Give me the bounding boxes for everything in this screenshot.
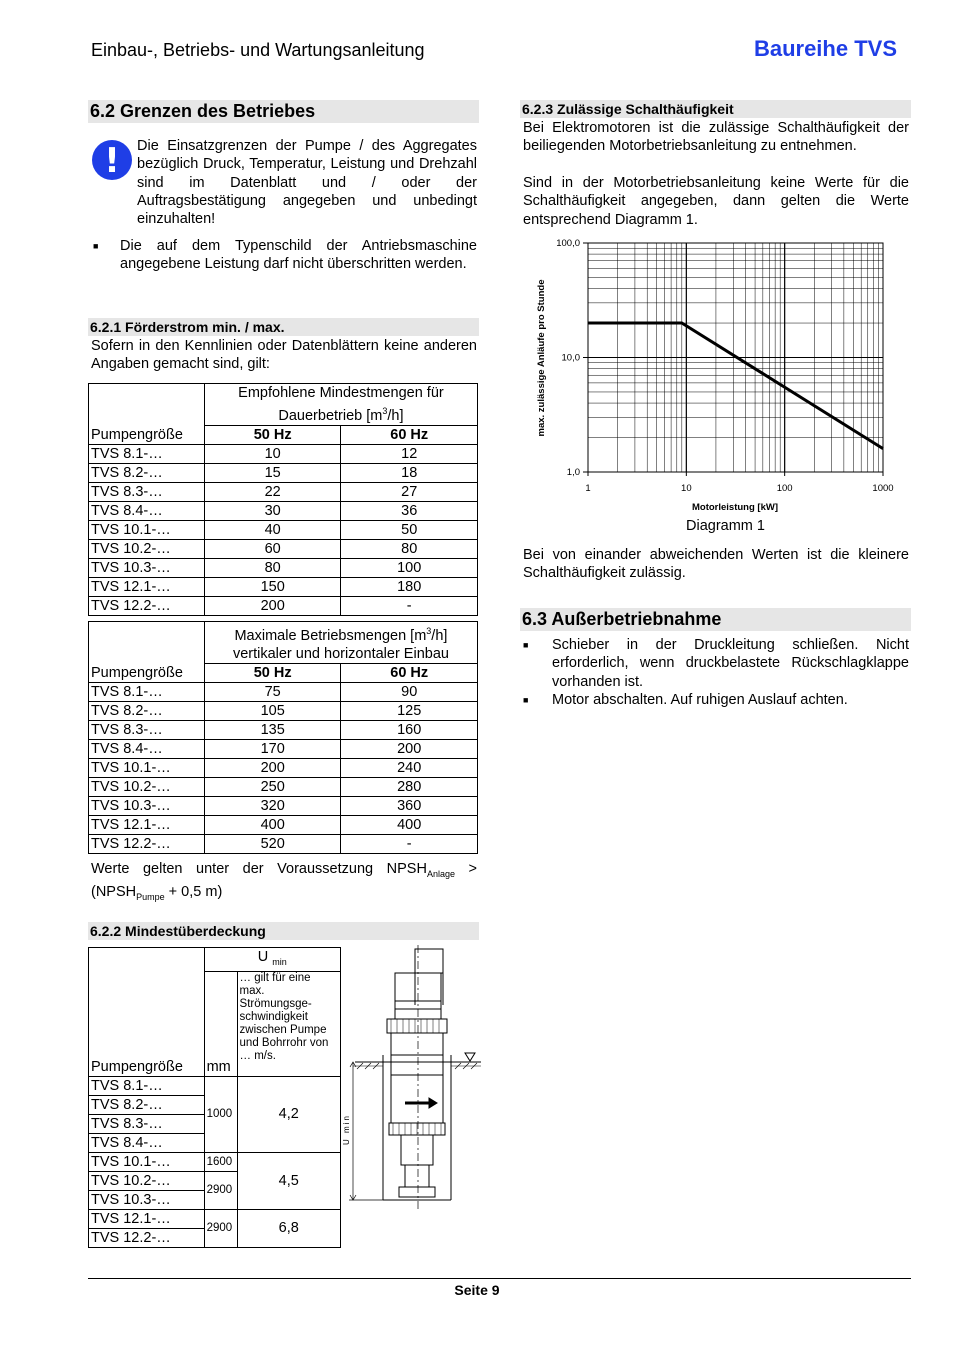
min-cover-table bbox=[88, 947, 341, 1248]
series-title: Baureihe TVS bbox=[753, 36, 897, 61]
section-heading-6-2-2: 6.2.2 Mindestüberdeckung bbox=[88, 922, 479, 940]
col-u-min: U $_{min}$ bbox=[204, 948, 340, 972]
table-row: TVS 8.4-… 170 200 bbox=[89, 739, 478, 758]
col-pump-size: Pumpengröße bbox=[89, 622, 205, 683]
table-row: TVS 12.1-… 2900 6,8 bbox=[89, 1209, 341, 1228]
flow-intro: Sofern in den Kennlinien oder Datenblättern keine anderen Angaben gemacht sind, gilt: bbox=[91, 338, 477, 373]
col-flow-speed-desc: … gilt für eine max. Strömungsge-schwindigkeit zwischen Pumpe und Bohrrohr von … m/s. bbox=[237, 971, 340, 1076]
table-row: TVS 10.3-… bbox=[89, 1190, 341, 1209]
min-flow-table bbox=[88, 383, 478, 616]
exclamation-icon: ! bbox=[92, 140, 132, 180]
table-row: TVS 10.3-… 80 100 bbox=[89, 558, 478, 577]
table-row: TVS 10.1-… 40 50 bbox=[89, 520, 478, 539]
col-50hz: 50 Hz bbox=[204, 425, 341, 444]
table-row: TVS 12.1-… 400 400 bbox=[89, 815, 478, 834]
table-row: TVS 8.3-… 135 160 bbox=[89, 720, 478, 739]
u-min-label: U min bbox=[342, 1114, 351, 1145]
y-tick-label: 1,0 bbox=[566, 467, 580, 478]
table-row: TVS 8.3-… 22 27 bbox=[89, 482, 478, 501]
bullet-item bbox=[523, 691, 909, 709]
npsh-note: Werte gelten unter der Voraussetzung $NPSH_{Anlage}$ > ($NPSH_{Pumpe} + 0,5$ m) bbox=[91, 861, 477, 903]
document-title: Einbau-, Betriebs- und Wartungsanleitung bbox=[91, 40, 425, 60]
table-row: TVS 12.2-… 520 - bbox=[89, 834, 478, 853]
table-row: TVS 8.2-… bbox=[89, 1095, 341, 1114]
table-row: TVS 10.1-… 1600 4,5 bbox=[89, 1152, 341, 1171]
col-50hz: 50 Hz bbox=[204, 663, 341, 682]
col-group-max-flow: Maximale Betriebsmengen $[m^3/h]$ vertikaler und horizontaler Einbau bbox=[204, 622, 477, 664]
bullet-square-icon: ■ bbox=[523, 695, 529, 705]
bullet-text: Die auf dem Typenschild der Antriebsmaschine angegebene Leistung darf nicht überschritten werden. bbox=[120, 238, 477, 273]
bullet-item bbox=[93, 237, 477, 274]
y-tick-label: 10,0 bbox=[561, 352, 580, 364]
bullet-item bbox=[523, 636, 909, 691]
switching-text-2: Sind in der Motorbetriebsanleitung keine Werte für die Schalthäufigkeit angegeben, dann gelten die Werte entsprechend Diagramm 1. bbox=[523, 175, 909, 228]
table-row: TVS 8.2-… 105 125 bbox=[89, 701, 478, 720]
table-row: TVS 12.2-… bbox=[89, 1228, 341, 1247]
table-row: TVS 10.2-… 60 80 bbox=[89, 539, 478, 558]
col-pump-size: Pumpengröße bbox=[89, 384, 205, 445]
table-row: TVS 8.3-… bbox=[89, 1114, 341, 1133]
table-row: TVS 10.1-… 200 240 bbox=[89, 758, 478, 777]
pump-drawing bbox=[343, 945, 485, 1215]
footer-divider bbox=[88, 1278, 911, 1279]
diagram-caption: Diagramm 1 bbox=[686, 518, 765, 534]
y-tick-label: 100,0 bbox=[556, 238, 580, 249]
page-number: Seite 9 bbox=[454, 1282, 500, 1298]
section-heading-6-2: 6.2 Grenzen des Betriebes bbox=[88, 100, 479, 123]
table-row: TVS 8.4-… 30 36 bbox=[89, 501, 478, 520]
x-tick-label: 1000 bbox=[872, 483, 894, 494]
table-row: TVS 8.1-… 1000 4,2 bbox=[89, 1076, 341, 1095]
col-group-min-flow: Empfohlene Mindestmengen für Dauerbetrieb $[m^3/h]$ bbox=[204, 384, 477, 426]
table-row: TVS 8.1-… 75 90 bbox=[89, 682, 478, 701]
series-line bbox=[588, 323, 883, 449]
max-flow-table bbox=[88, 621, 478, 854]
col-pump-size: Pumpengröße bbox=[89, 948, 205, 1077]
warning-text: Die Einsatzgrenzen der Pumpe / des Aggregates bezüglich Druck, Temperatur, Leistung und Drehzahl sind im Datenblatt und / oder der Auftragsbestätigung angegeben und unbedingt einzuhalten! bbox=[137, 138, 477, 228]
x-tick-label: 1 bbox=[585, 483, 591, 494]
table-row: TVS 8.2-… 15 18 bbox=[89, 463, 478, 482]
table-row: TVS 10.3-… 320 360 bbox=[89, 796, 478, 815]
col-60hz: 60 Hz bbox=[341, 425, 478, 444]
table-row: TVS 10.2-… 250 280 bbox=[89, 777, 478, 796]
table-row: TVS 12.1-… 150 180 bbox=[89, 577, 478, 596]
switching-text-1: Bei Elektromotoren ist die zulässige Schalthäufigkeit der beiliegenden Motorbetriebsanleitung zu entnehmen. bbox=[523, 120, 909, 155]
section-heading-6-3: 6.3 Außerbetriebnahme bbox=[520, 608, 911, 631]
bullet-text: Schieber in der Druckleitung schließen. Nicht erforderlich, wenn druckbelastete Rückschlagklappe vorhanden ist. bbox=[552, 637, 909, 690]
bullet-square-icon: ■ bbox=[93, 241, 99, 251]
switching-frequency-chart bbox=[520, 232, 900, 522]
bullet-text: Motor abschalten. Auf ruhigen Auslauf achten. bbox=[552, 692, 848, 708]
col-60hz: 60 Hz bbox=[341, 663, 478, 682]
x-tick-label: 100 bbox=[776, 483, 793, 494]
table-row: TVS 10.2-… 2900 bbox=[89, 1171, 341, 1190]
section-heading-6-2-1: 6.2.1 Förderstrom min. / max. bbox=[88, 318, 479, 336]
x-axis-label: Motorleistung [kW] bbox=[691, 502, 779, 513]
table-row: TVS 12.2-… 200 - bbox=[89, 596, 478, 615]
col-mm: mm bbox=[204, 971, 237, 1076]
bullet-square-icon: ■ bbox=[523, 640, 529, 650]
table-row: TVS 8.1-… 10 12 bbox=[89, 444, 478, 463]
x-tick-label: 10 bbox=[681, 483, 692, 494]
table-row: TVS 8.4-… bbox=[89, 1133, 341, 1152]
y-axis-label: max. zulässige Anläufe pro Stunde bbox=[536, 279, 547, 437]
section-heading-6-2-3: 6.2.3 Zulässige Schalthäufigkeit bbox=[520, 100, 911, 118]
switching-text-3: Bei von einander abweichenden Werten ist die kleinere Schalthäufigkeit zulässig. bbox=[523, 547, 909, 582]
